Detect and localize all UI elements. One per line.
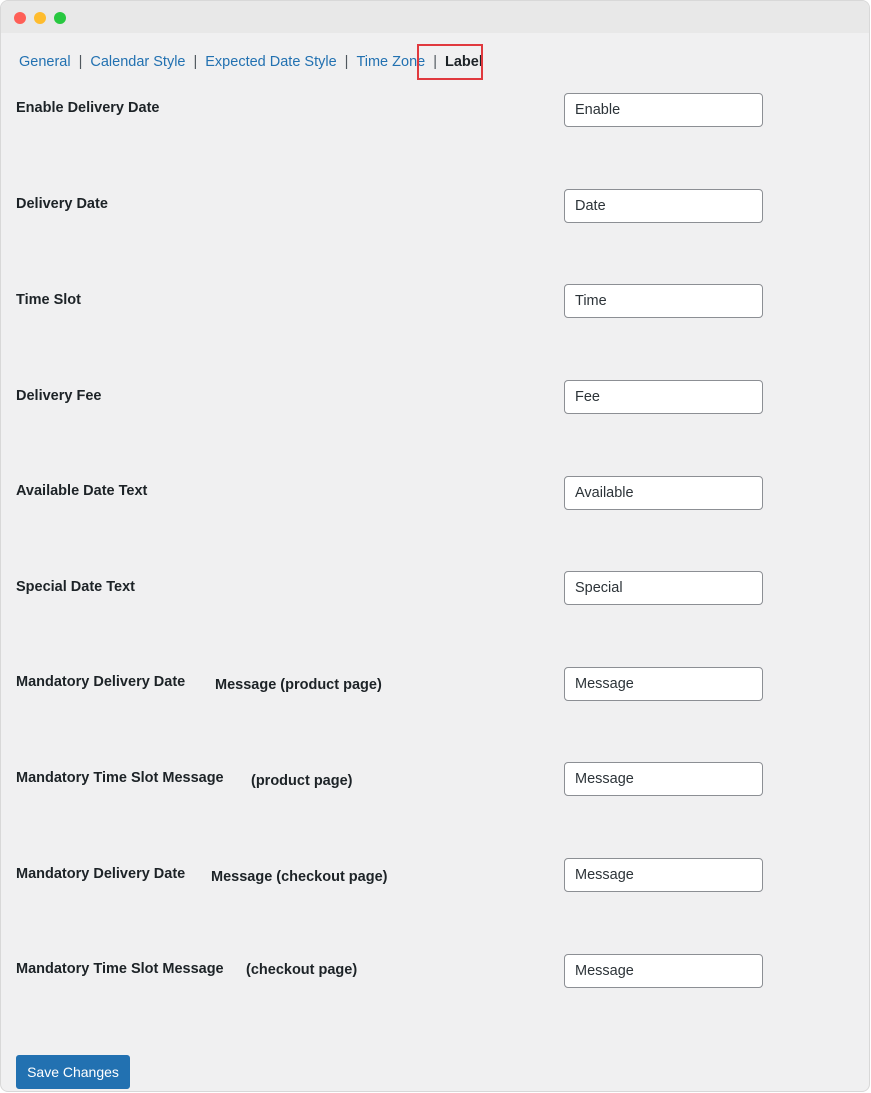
mandatory-time-slot-checkout-label-suffix: (checkout page): [246, 962, 358, 978]
tab-calendar-style[interactable]: Calendar Style: [90, 54, 186, 70]
tab-separator: |: [78, 54, 83, 70]
settings-tabs: [19, 53, 483, 71]
tab-label[interactable]: Label: [444, 54, 483, 70]
available-date-text-input[interactable]: [564, 476, 763, 510]
mandatory-delivery-date-product-label: Mandatory Delivery Date: [16, 674, 186, 690]
mandatory-time-slot-product-label: Mandatory Time Slot Message: [16, 770, 224, 786]
available-date-text-label: Available Date Text: [16, 483, 148, 499]
mandatory-time-slot-product-label-suffix: (product page): [251, 773, 353, 789]
mandatory-time-slot-checkout-input[interactable]: [564, 954, 763, 988]
mandatory-time-slot-product-input[interactable]: [564, 762, 763, 796]
delivery-fee-label: Delivery Fee: [16, 388, 102, 404]
tab-general[interactable]: General: [19, 54, 71, 70]
tab-separator: |: [433, 54, 437, 70]
maximize-window-icon[interactable]: [54, 12, 66, 24]
special-date-text-label: Special Date Text: [16, 579, 136, 595]
mandatory-time-slot-checkout-label: Mandatory Time Slot Message: [16, 961, 224, 977]
tab-expected-date-style[interactable]: Expected Date Style: [205, 54, 337, 70]
mandatory-delivery-date-checkout-label-suffix: Message (checkout page): [211, 869, 388, 885]
mandatory-delivery-date-checkout-label: Mandatory Delivery Date: [16, 866, 186, 882]
mandatory-delivery-date-product-label-suffix: Message (product page): [215, 677, 382, 693]
mandatory-delivery-date-product-input[interactable]: [564, 667, 763, 701]
delivery-date-input[interactable]: [564, 189, 763, 223]
tab-separator: |: [344, 54, 349, 70]
delivery-fee-input[interactable]: [564, 380, 763, 414]
title-bar: [1, 1, 869, 33]
enable-delivery-date-input[interactable]: [564, 93, 763, 127]
tab-separator: |: [193, 54, 198, 70]
close-window-icon[interactable]: [14, 12, 26, 24]
tab-time-zone[interactable]: Time Zone: [356, 54, 426, 70]
delivery-date-label: Delivery Date: [16, 196, 108, 212]
save-changes-button[interactable]: Save Changes: [16, 1055, 130, 1089]
special-date-text-input[interactable]: [564, 571, 763, 605]
enable-delivery-date-label: Enable Delivery Date: [16, 100, 160, 116]
time-slot-label: Time Slot: [16, 292, 81, 308]
minimize-window-icon[interactable]: [34, 12, 46, 24]
active-tab-highlight: [417, 44, 483, 80]
mandatory-delivery-date-checkout-input[interactable]: [564, 858, 763, 892]
time-slot-input[interactable]: [564, 284, 763, 318]
